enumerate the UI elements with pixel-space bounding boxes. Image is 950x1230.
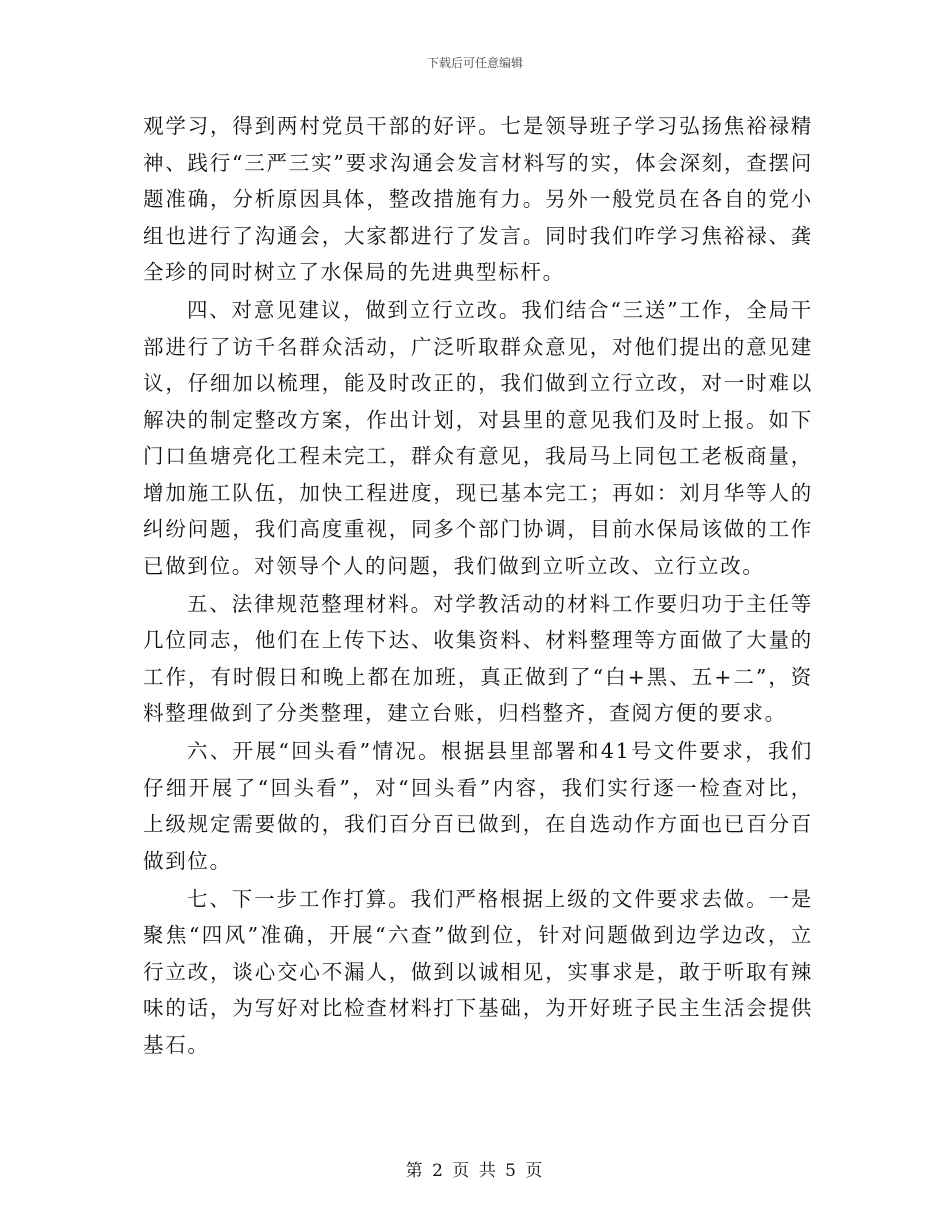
paragraph-1: 观学习，得到两村党员干部的好评。七是领导班子学习弘扬焦裕禄精神、践行“三严三实”要求沟通会发言材料写的实，体会深刻，查摆问题准确，分析原因具体，整改措施有力。另外一般党员在各自的党小组也进行了沟通会，大家都进行了发言。同时我们咋学习焦裕禄、龚全珍的同时树立了水保局的先进典型标杆。 — [143, 114, 813, 284]
paragraph-3: 五、法律规范整理材料。对学教活动的材料工作要归功于主任等几位同志，他们在上传下达、收集资料、材料整理等方面做了大量的工作，有时假日和晚上都在加班，真正做到了“白+黑、五+二”，资料整理做到了分类整理，建立台账，归档整齐，查阅方便的要求。 — [143, 591, 813, 725]
paragraph-5: 七、下一步工作打算。我们严格根据上级的文件要求去做。一是聚焦“四风”准确，开展“六查”做到位，针对问题做到边学边改，立行立改，谈心交心不漏人，做到以诚相见，实事求是，敢于听取有辣味的话，为写好对比检查材料打下基础，为开好班子民主生活会提供基石。 — [143, 886, 813, 1057]
document-body — [143, 108, 813, 1065]
page-header: 下载后可任意编辑 — [426, 56, 523, 70]
page-footer — [0, 1156, 950, 1181]
paragraph-4: 六、开展“回头看”情况。根据县里部署和41号文件要求，我们仔细开展了“回头看”，对“回头看”内容，我们实行逐一检查对比，上级规定需要做的，我们百分百已做到，在自选动作方面也已百分百做到位。 — [143, 739, 813, 873]
page-number: 第 2 页 共 5 页 — [405, 1161, 545, 1181]
paragraph-2: 四、对意见建议，做到立行立改。我们结合“三送”工作，全局干部进行了访千名群众活动，广泛听取群众意见，对他们提出的意见建议，仔细加以梳理，能及时改正的，我们做到立行立改，对一时难以解决的制定整改方案，作出计划，对县里的意见我们及时上报。如下门口鱼塘亮化工程未完工，群众有意见，我局马上同包工老板商量，增加施工队伍，加快工程进度，现已基本完工；再如：刘月华等人的纠纷问题，我们高度重视，同多个部门协调，目前水保局该做的工作已做到位。对领导个人的问题，我们做到立听立改、立行立改。 — [143, 298, 813, 578]
